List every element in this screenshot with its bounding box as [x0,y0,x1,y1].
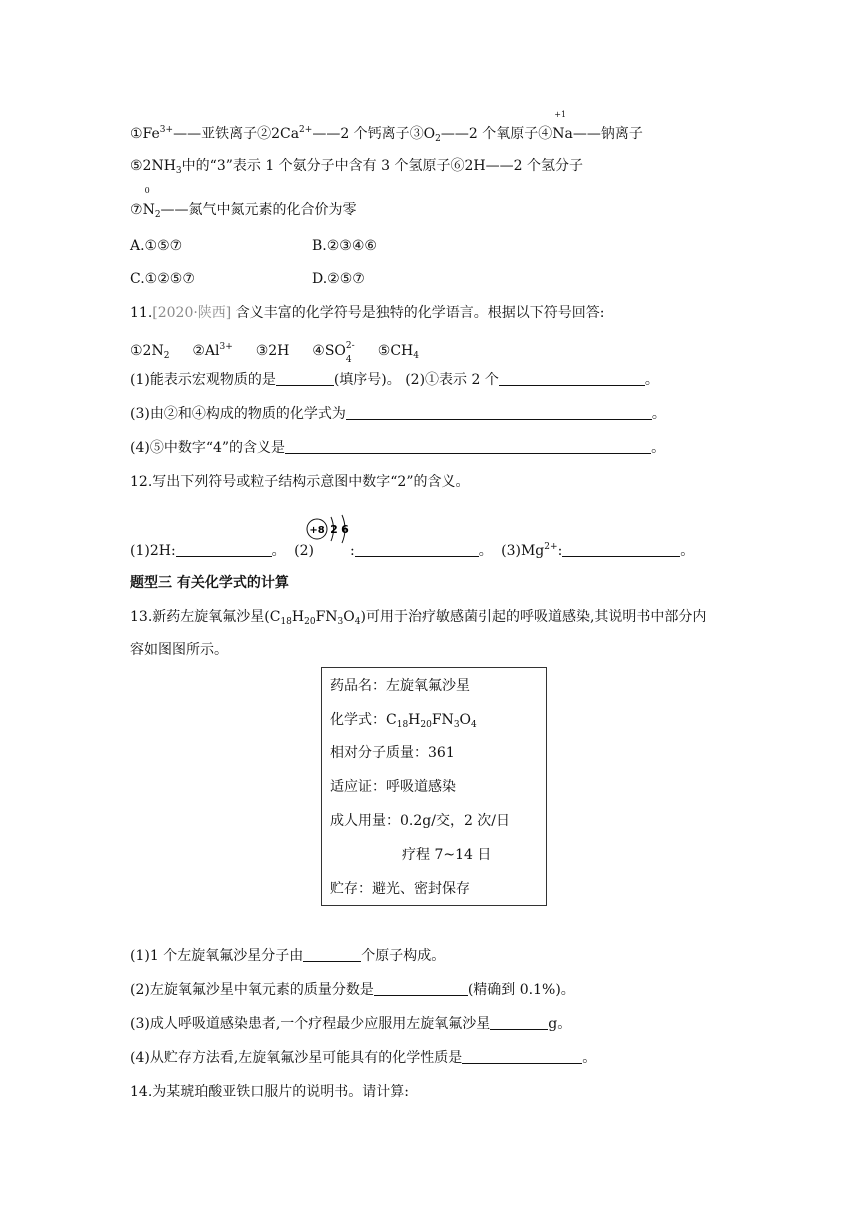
answer-blank[interactable] [355,542,479,557]
option-d: D.②⑤⑦ [312,271,365,287]
symbol-4: ④SO 2- 4 [312,341,355,365]
answer-blank[interactable] [285,439,651,454]
q10-line-3: ⑦ 0 $N_2——$氮气中氮元素的化合价为零 [130,186,357,220]
answer-blank[interactable] [499,371,645,386]
shell-electrons-2: 6 [341,523,349,536]
q11-stem: 11.[2020·陕西] 含义丰富的化学符号是独特的化学语言。根据以下符号回答: [130,305,605,321]
valence-mark: 0 [144,186,150,195]
q11-part-4: (4)⑤中数字“4”的含义是 。 [130,440,666,456]
q13-part-4: (4)从贮存方法看,左旋氧氟沙星可能具有的化学性质是 。 [130,1050,597,1066]
drug-storage: 贮存：避光、密封保存 [330,881,470,897]
q13-part-2: (2)左旋氧氟沙星中氧元素的质量分数是 (精确到 0.1%)。 [130,982,575,998]
q13-part-1: (1)1 个左旋氧氟沙星分子由 个原子构成。 [130,948,446,964]
q10-item-4: ④ +1 Na——钠离子 [538,110,643,142]
drug-label-box [321,667,547,906]
valence-mark: +1 [554,110,567,119]
answer-blank[interactable] [176,542,272,557]
q11-part-1-2: (1)能表示宏观物质的是 (填序号)。 (2)①表示 2 个 。 [130,372,659,388]
q12-parts: (1)2H: 。 (2) : 。 $(3)Mg^{2+}$: 。 [130,542,695,559]
drug-course: 疗程 7~14 日 [402,847,492,863]
answer-blank[interactable] [346,405,652,420]
q10-item-2: $②2Ca^{2+}——2$ 个钙离子 [257,125,410,142]
drug-name: 药品名：左旋氧氟沙星 [330,678,470,694]
q12-stem: 12.写出下列符号或粒子结构示意图中数字“2”的含义。 [130,474,470,490]
q11-symbols [130,337,419,366]
source-tag: [2020·陕西] [152,305,232,321]
q10-item-3: $③O_2——2$ 个氧原子 [409,126,539,144]
answer-blank[interactable] [276,371,334,386]
answer-blank[interactable] [462,1049,582,1064]
q13-part-3: (3)成人呼吸道感染患者,一个疗程最少应服用左旋氧氟沙星 g。 [130,1016,572,1032]
q13-stem-1: 13.新药左旋氧氟沙星$(C_{18}H_{20}FN_3O_4)$可用于治疗敏感菌引起的呼吸道感染,其说明书中部分内 [130,609,707,627]
answer-blank[interactable] [374,981,468,996]
symbol-1: $①2N_2$ [130,343,170,361]
q10-item-1: $①Fe^{3+}——$亚铁离子 [130,125,258,142]
q13-stem-2: 容如图图所示。 [130,642,228,658]
drug-dosage: 成人用量：0.2g/交，2 次/日 [330,813,511,829]
q10-line-2 [130,156,583,181]
q10-item-6: ⑥2H——2 个氢分子 [450,158,583,174]
answer-blank[interactable] [490,1015,548,1030]
option-a: A.①⑤⑦ [130,238,183,254]
drug-indication: 适应证：呼吸道感染 [330,779,456,795]
option-c: C.①②⑤⑦ [130,271,195,287]
q10-line-1 [130,110,643,149]
symbol-3: ③2H [255,343,290,359]
section-title: 题型三 有关化学式的计算 [130,575,289,591]
shell-electrons-1: 2 [330,523,338,536]
symbol-2: $②Al^{3+}$ [192,342,233,359]
option-b: B.②③④⑥ [312,238,377,254]
answer-blank[interactable] [303,947,361,962]
drug-formula: 化学式：$C_{18}H_{20}FN_3O_4$ [330,712,477,730]
q14-stem: 14.为某琥珀酸亚铁口服片的说明书。请计算: [130,1084,409,1100]
q10-item-5: $⑤2NH_3$中的“3”表示 1 个氨分子中含有 3 个氢原子 [130,158,451,176]
answer-blank[interactable] [562,542,680,557]
q11-part-3: (3)由②和④构成的物质的化学式为 。 [130,406,666,422]
nucleus-charge: +8 [309,525,325,536]
symbol-5: $⑤CH_4$ [377,343,420,361]
drug-mass: 相对分子质量：361 [330,745,455,761]
